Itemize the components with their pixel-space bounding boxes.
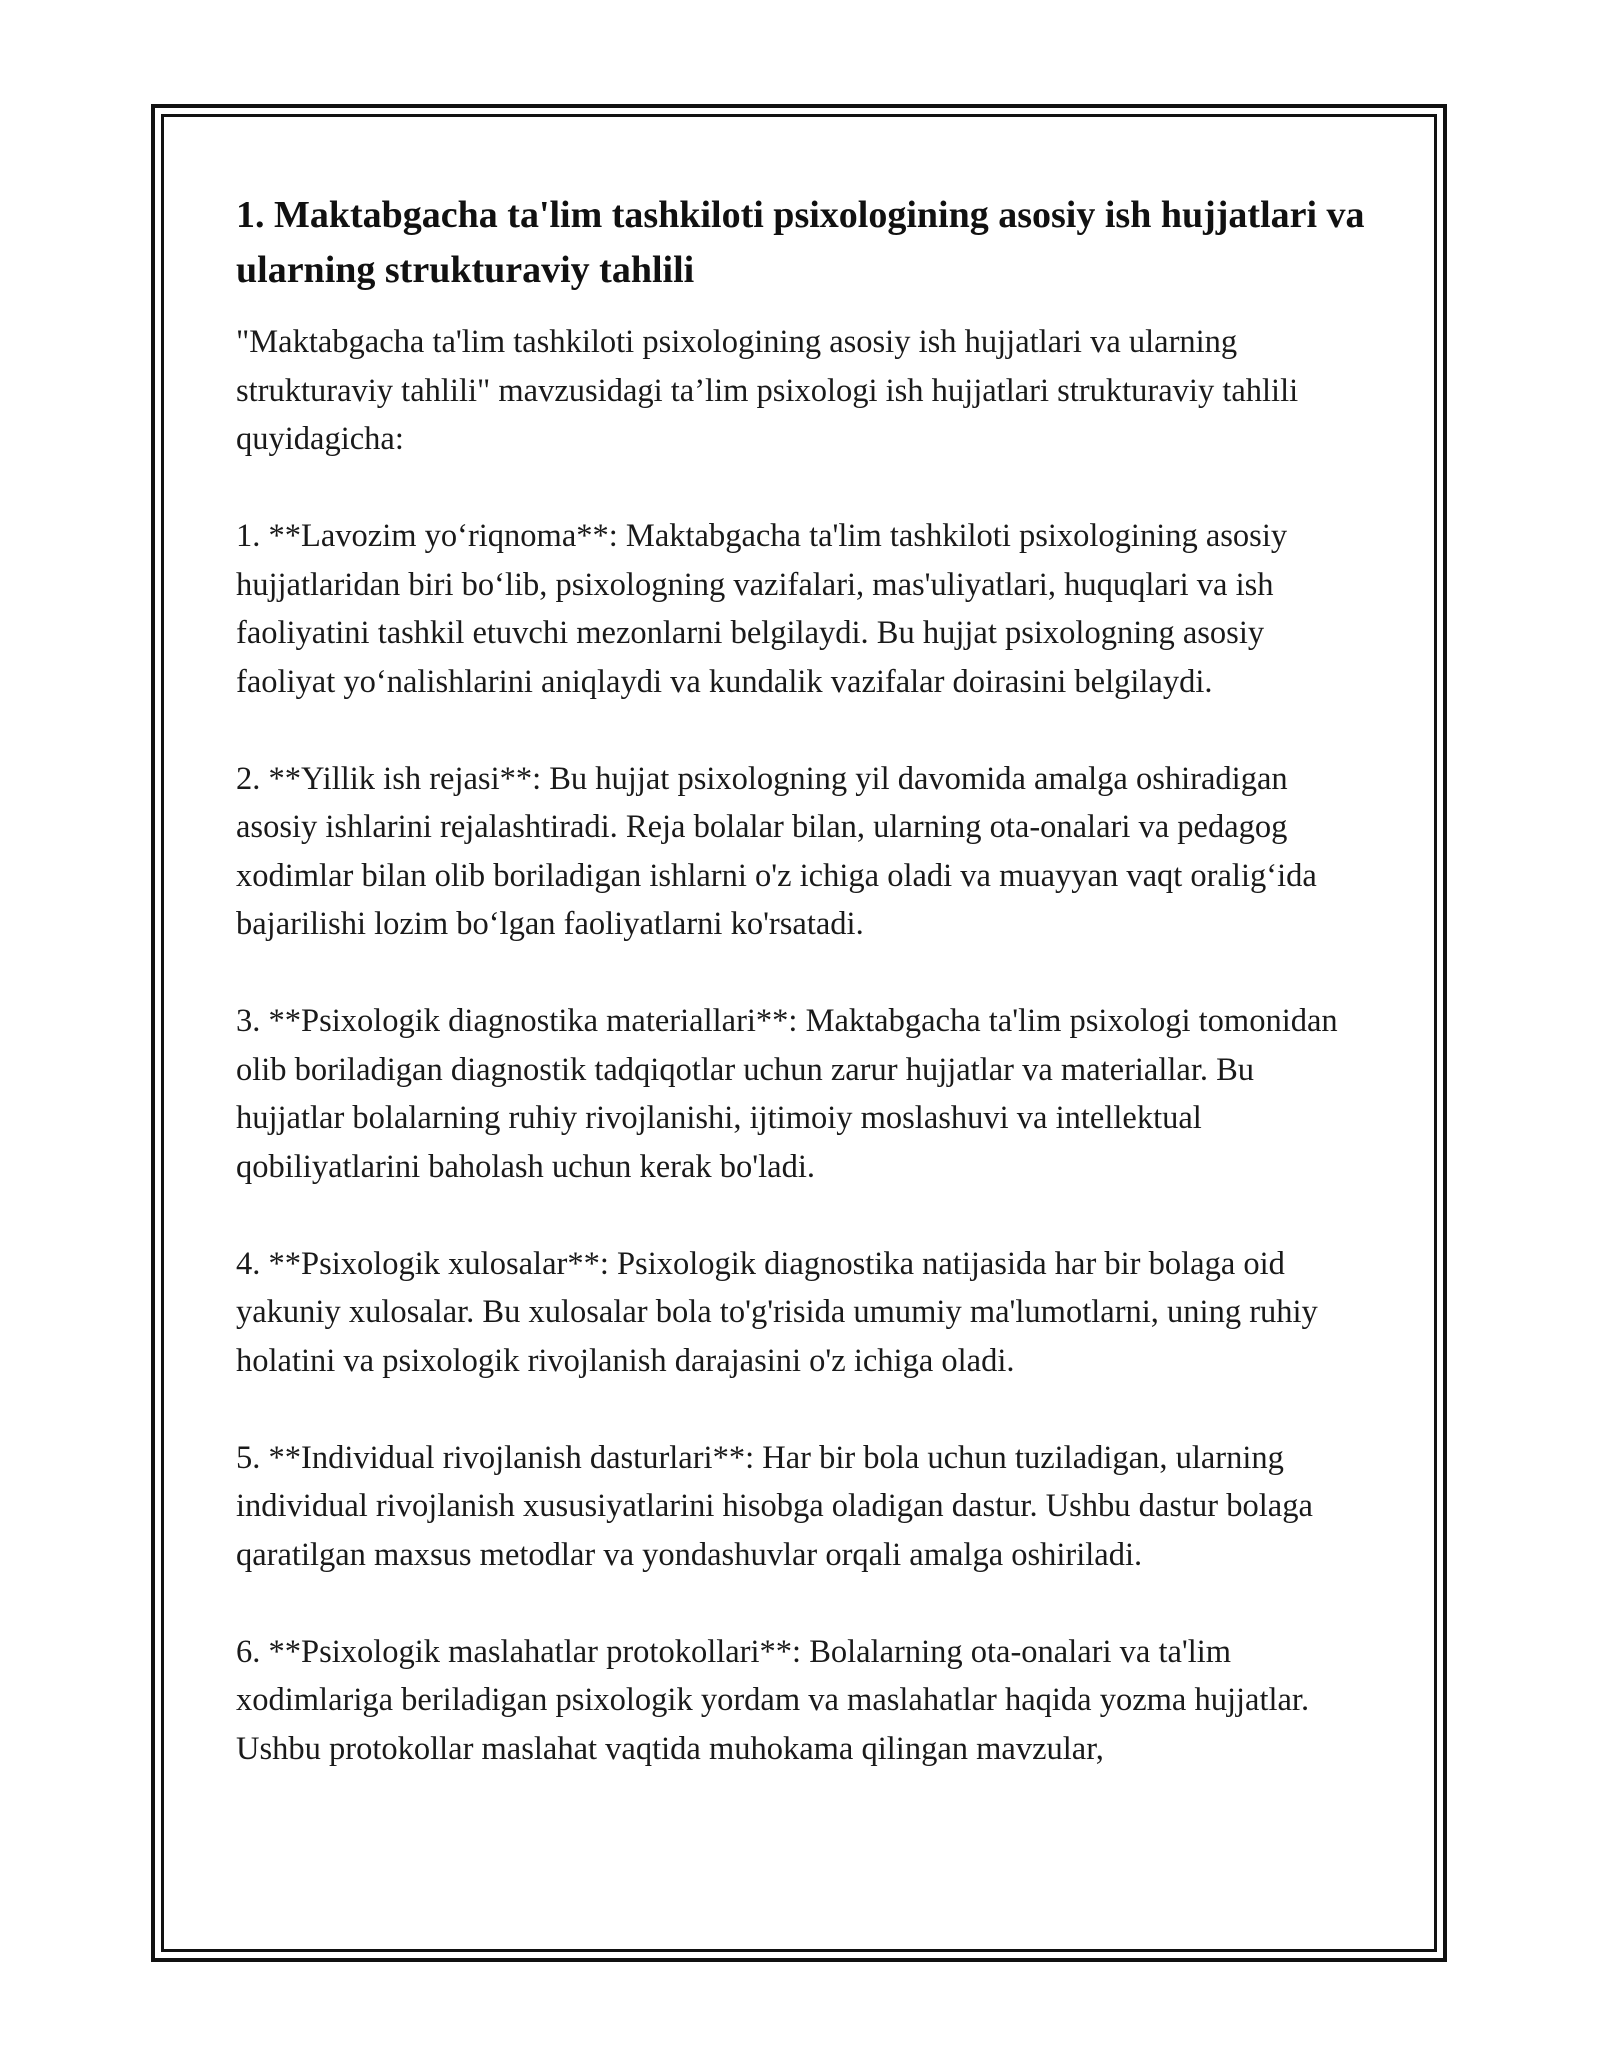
document-body: [236, 188, 1366, 1773]
list-item-maslahatlar-protokollari: 6. **Psixologik maslahatlar protokollari**: Bolalarning ota-onalari va ta'lim xodimlariga beriladigan psixologik yordam va maslahatlar haqida yozma hujjatlar. Ushbu protokollar maslahat vaqtida muhokama qilingan mavzular,: [236, 1633, 1310, 1767]
section-heading: 1. Maktabgacha ta'lim tashkiloti psixologining asosiy ish hujjatlari va ularning strukturaviy tahlili: [236, 194, 1365, 291]
list-item-lavozim-yoriqnoma: 1. **Lavozim yo‘riqnoma**: Maktabgacha ta'lim tashkiloti psixologining asosiy hujjatlaridan biri bo‘lib, psixologning vazifalari, mas'uliyatlari, huquqlari va ish faoliyatini tashkil etuvchi mezonlarni belgilaydi. Bu hujjat psixologning asosiy faoliyat yo‘nalishlarini aniqlaydi va kundalik vazifalar doirasini belgilaydi.: [236, 518, 1288, 700]
list-item-yillik-ish-rejasi: 2. **Yillik ish rejasi**: Bu hujjat psixologning yil davomida amalga oshiradigan asosiy ishlarini rejalashtiradi. Reja bolalar bilan, ularning ota-onalari va pedagog xodimlar bilan olib boriladigan ishlarni o'z ichiga oladi va muayyan vaqt oralig‘ida bajarilishi lozim bo‘lgan faoliyatlarni ko'rsatadi.: [236, 760, 1317, 942]
list-item-individual-dasturlar: 5. **Individual rivojlanish dasturlari**: Har bir bola uchun tuziladigan, ularning individual rivojlanish xususiyatlarini hisobga oladigan dastur. Ushbu dastur bolaga qaratilgan maxsus metodlar va yondashuvlar orqali amalga oshiriladi.: [236, 1439, 1313, 1573]
list-item-diagnostika-materiallari: 3. **Psixologik diagnostika materiallari**: Maktabgacha ta'lim psixologi tomonidan olib boriladigan diagnostik tadqiqotlar uchun zarur hujjatlar va materiallar. Bu hujjatlar bolalarning ruhiy rivojlanishi, ijtimoiy moslashuvi va intellektual qobiliyatlarini baholash uchun kerak bo'ladi.: [236, 1003, 1338, 1185]
list-item-psixologik-xulosalar: 4. **Psixologik xulosalar**: Psixologik diagnostika natijasida har bir bolaga oid yakuniy xulosalar. Bu xulosalar bola to'g'risida umumiy ma'lumotlarni, uning ruhiy holatini va psixologik rivojlanish darajasini o'z ichiga oladi.: [236, 1245, 1318, 1379]
intro-paragraph: "Maktabgacha ta'lim tashkiloti psixologining asosiy ish hujjatlari va ularning strukturaviy tahlili" mavzusidagi ta’lim psixologi ish hujjatlari strukturaviy tahlili quyidagicha:: [236, 324, 1299, 457]
